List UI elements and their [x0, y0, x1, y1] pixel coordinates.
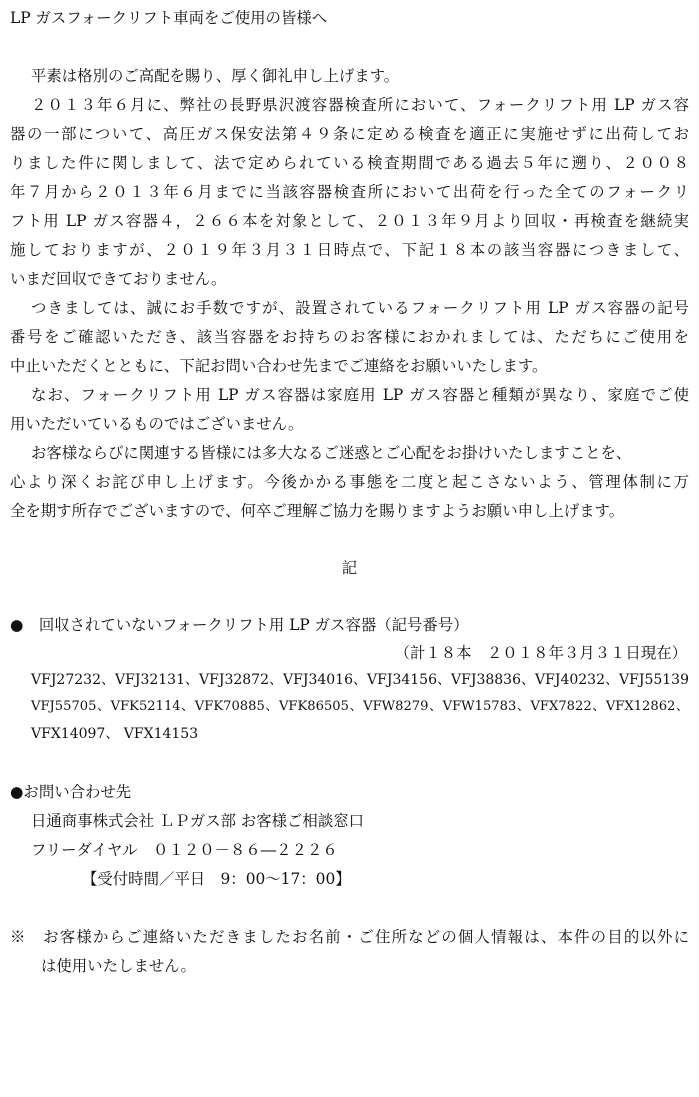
- serial-number-line: VFX14097、 VFX14153: [31, 726, 199, 742]
- paragraph-line: 器の一部について、高圧ガス保安法第４９条に定める検査を適正に実施せずに出荷してお: [10, 125, 689, 143]
- paragraph-line: りました件に関しまして、法で定められている検査期間である過去５年に遡り、２００８: [10, 154, 689, 172]
- paragraph-line: 用いただいているものではございません。: [10, 415, 304, 433]
- count-note: （計１８本 ２０１８年３月３１日現在）: [394, 644, 687, 662]
- paragraph-line: フト用 LP ガス容器４，２６６本を対象として、２０１３年９月より回収・再検査を継続実: [10, 212, 689, 230]
- paragraph-line: 番号をご確認いただき、該当容器をお持ちのお客様におかれましては、ただちにご使用を: [10, 328, 689, 346]
- paragraph-line: 平素は格別のご高配を賜り、厚く御礼申し上げます。: [31, 67, 400, 85]
- contact-title: ●お問い合わせ先: [10, 783, 132, 801]
- paragraph-line: なお、フォークリフト用 LP ガス容器は家庭用 LP ガス容器と種類が異なり、家庭でご使: [31, 386, 689, 404]
- paragraph-line: 中止いただくとともに、下記お問い合わせ先までご連絡をお願いいたします。: [10, 357, 548, 375]
- paragraph-line: 施しておりますが、２０１９年３月３１日時点で、下記１８本の該当容器につきまして、: [10, 241, 689, 259]
- contact-company: 日通商事株式会社 ＬＰガス部 お客様ご相談窓口: [31, 812, 364, 830]
- contact-phone: フリーダイヤル ０１２０－８６―２２２６: [31, 841, 338, 859]
- footnote-line: ※ お客様からご連絡いただきましたお名前・ご住所などの個人情報は、本件の目的以外に: [10, 928, 689, 946]
- section-title-containers: ● 回収されていないフォークリフト用 LP ガス容器（記号番号）: [10, 616, 469, 634]
- paragraph-line: 心より深くお詫び申し上げます。今後かかる事態を二度と起こさないよう、管理体制に万: [10, 473, 689, 491]
- paragraph-line: つきましては、誠にお手数ですが、設置されているフォークリフト用 LP ガス容器の記号: [31, 299, 689, 317]
- footnote-line: は使用いたしません。: [41, 957, 196, 975]
- paragraph-line: お客様ならびに関連する皆様には多大なるご迷惑とご心配をお掛けいたしますことを、: [31, 444, 632, 462]
- paragraph-line: 全を期す所存でございますので、何卒ご理解ご協力を賜りますようお願い申し上げます。: [10, 502, 625, 520]
- serial-number-line: VFJ55705、VFK52114、VFK70885、VFK86505、VFW8279、VFW15783、VFX7822、VFX12862、: [31, 699, 689, 714]
- paragraph-line: ２０１３年６月に、弊社の長野県沢渡容器検査所において、フォークリフト用 LP ガス容: [31, 96, 689, 114]
- paragraph-line: いまだ回収できておりません。: [10, 270, 227, 288]
- paragraph-line: 年７月から２０１３年６月までに当該容器検査所において出荷を行った全てのフォークリ: [10, 183, 689, 201]
- serial-number-line: VFJ27232、VFJ32131、VFJ32872、VFJ34016、VFJ34156、VFJ38836、VFJ40232、VFJ55139: [31, 672, 689, 688]
- greeting-heading: LP ガスフォークリフト車両をご使用の皆様へ: [10, 9, 328, 27]
- contact-hours: 【受付時間／平日 9：00～17：00】: [82, 870, 351, 888]
- ki-heading: 記: [341, 559, 358, 577]
